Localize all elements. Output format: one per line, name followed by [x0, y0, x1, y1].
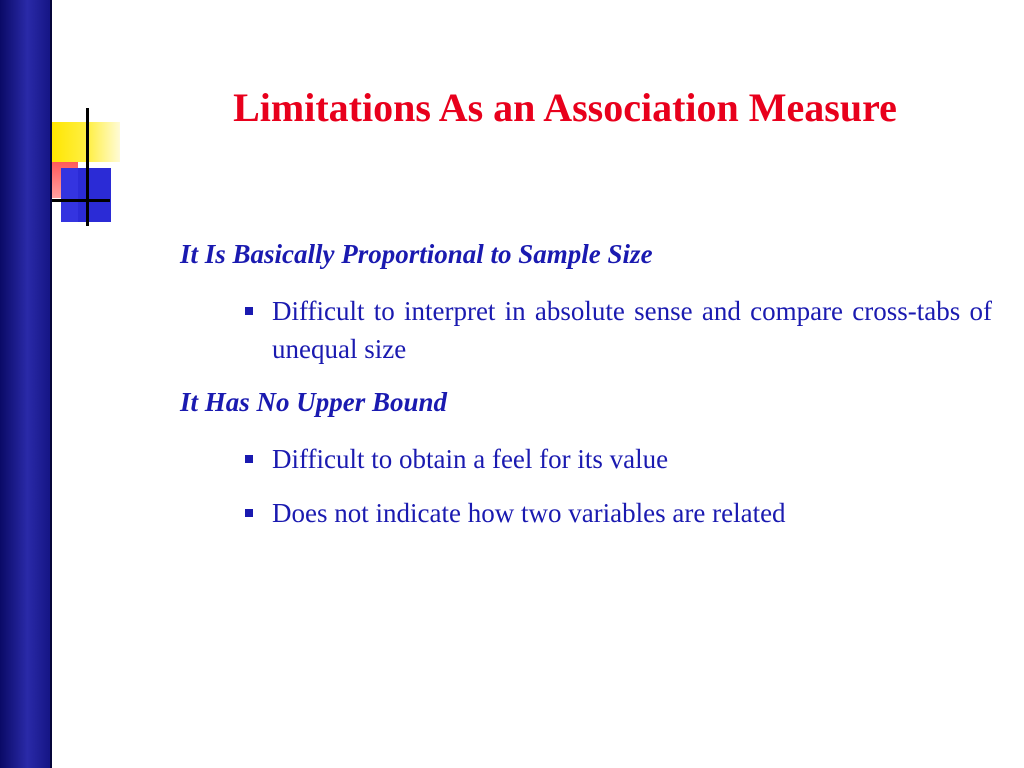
bullet-square-icon	[245, 307, 253, 315]
vertical-line	[86, 108, 89, 226]
blue-square-shade	[78, 168, 111, 222]
section-heading: It Has No Upper Bound	[180, 387, 448, 417]
bullet-text: Does not indicate how two variables are related	[272, 498, 786, 528]
bullet-text: Difficult to obtain a feel for its value	[272, 444, 669, 474]
bullet-item	[272, 440, 992, 478]
bullet-item	[272, 292, 992, 368]
bullet-item	[272, 494, 992, 532]
slide-title: Limitations As an Association Measure	[233, 85, 897, 130]
horizontal-line	[52, 199, 110, 202]
bullet-square-icon	[245, 455, 253, 463]
slide-content	[180, 236, 992, 548]
bullet-square-icon	[245, 509, 253, 517]
decorative-squares-graphic	[0, 0, 130, 240]
bullet-text: Difficult to interpret in absolute sense and compare cross-tabs of unequal size	[272, 296, 992, 364]
section-heading: It Is Basically Proportional to Sample Size	[180, 239, 653, 269]
